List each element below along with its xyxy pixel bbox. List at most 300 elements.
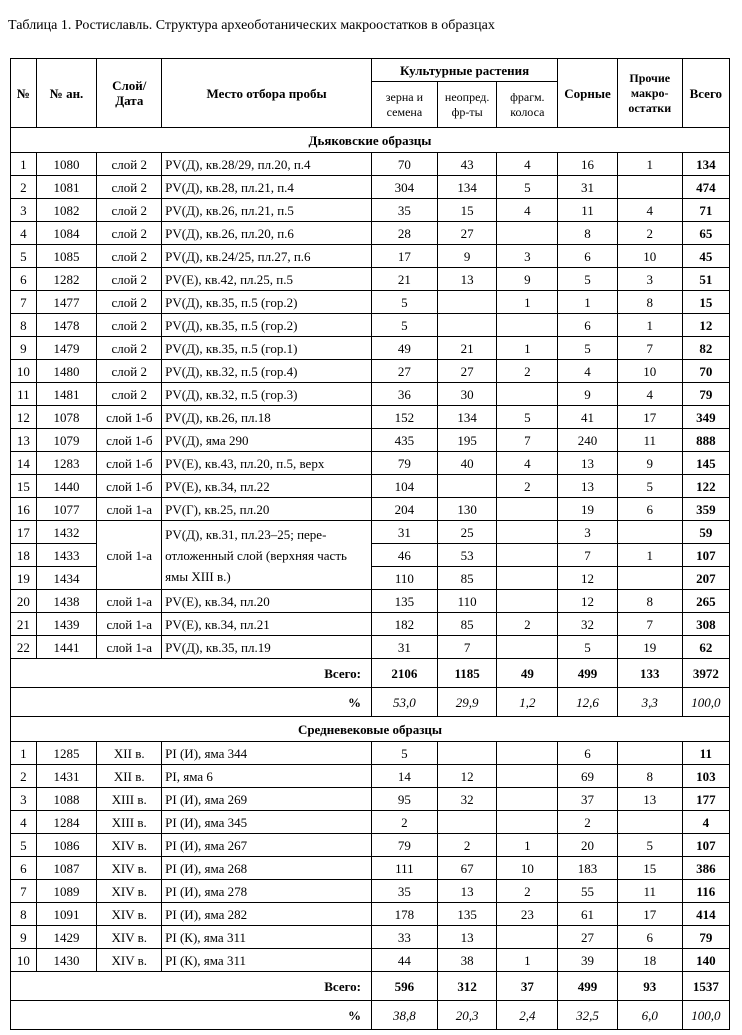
row-grains: 27 (372, 360, 438, 383)
row-weeds: 41 (558, 406, 618, 429)
row-place: PV(Д), кв.26, пл.20, п.6 (162, 222, 372, 245)
row-place: PV(Д), кв.35, п.5 (гор.2) (162, 314, 372, 337)
row-frag (497, 788, 558, 811)
row-other: 11 (617, 880, 682, 903)
row-weeds: 69 (558, 765, 618, 788)
table-row (11, 406, 730, 429)
row-an: 1439 (36, 613, 97, 636)
row-an: 1283 (36, 452, 97, 475)
table-row (11, 590, 730, 613)
row-other (617, 176, 682, 199)
row-total: 82 (682, 337, 729, 360)
row-place: PV(Г), кв.25, пл.20 (162, 498, 372, 521)
row-other (617, 811, 682, 834)
row-layer: слой 2 (97, 199, 162, 222)
summary-total-medieval-other: 93 (617, 972, 682, 1001)
table-row (11, 153, 730, 176)
table-row (11, 926, 730, 949)
row-grains: 36 (372, 383, 438, 406)
row-layer: слой 1-а (97, 498, 162, 521)
row-num: 9 (11, 337, 37, 360)
summary-percent-medieval-label: % (11, 1001, 372, 1030)
header-weeds: Сорные (558, 59, 618, 128)
row-an: 1430 (36, 949, 97, 972)
row-weeds: 27 (558, 926, 618, 949)
row-an: 1084 (36, 222, 97, 245)
table-row (11, 834, 730, 857)
row-frag: 5 (497, 406, 558, 429)
row-undef: 27 (437, 222, 497, 245)
row-total: 177 (682, 788, 729, 811)
header-undef: неопред. фр-ты (437, 82, 497, 128)
row-an: 1077 (36, 498, 97, 521)
row-grains: 35 (372, 199, 438, 222)
row-grains: 135 (372, 590, 438, 613)
row-other (617, 521, 682, 544)
row-undef: 30 (437, 383, 497, 406)
row-place: PI (И), яма 278 (162, 880, 372, 903)
row-num: 7 (11, 291, 37, 314)
row-total: 359 (682, 498, 729, 521)
summary-total-medieval-total: 1537 (682, 972, 729, 1001)
row-other: 7 (617, 337, 682, 360)
row-other: 1 (617, 544, 682, 567)
row-place: PV(Д), кв.28, пл.21, п.4 (162, 176, 372, 199)
row-undef: 15 (437, 199, 497, 222)
section-dyakovo-title: Дьяковские образцы (11, 128, 730, 153)
row-frag (497, 590, 558, 613)
table-row (11, 498, 730, 521)
row-other (617, 742, 682, 765)
summary-total-medieval-frag: 37 (497, 972, 558, 1001)
row-weeds: 240 (558, 429, 618, 452)
summary-percent-medieval-undef: 20,3 (437, 1001, 497, 1030)
row-total: 145 (682, 452, 729, 475)
row-an: 1088 (36, 788, 97, 811)
row-an: 1085 (36, 245, 97, 268)
row-grains: 35 (372, 880, 438, 903)
row-total: 474 (682, 176, 729, 199)
row-total: 79 (682, 926, 729, 949)
row-frag (497, 742, 558, 765)
table-row (11, 360, 730, 383)
row-an: 1478 (36, 314, 97, 337)
row-total: 51 (682, 268, 729, 291)
row-num: 2 (11, 176, 37, 199)
row-num: 5 (11, 245, 37, 268)
row-undef: 12 (437, 765, 497, 788)
row-undef: 53 (437, 544, 497, 567)
row-an: 1285 (36, 742, 97, 765)
row-grains: 79 (372, 452, 438, 475)
row-grains: 70 (372, 153, 438, 176)
row-total: 62 (682, 636, 729, 659)
header-num: № (11, 59, 37, 128)
row-undef: 85 (437, 613, 497, 636)
row-weeds: 37 (558, 788, 618, 811)
table-row (11, 765, 730, 788)
row-frag (497, 765, 558, 788)
row-frag (497, 544, 558, 567)
summary-percent-medieval-total: 100,0 (682, 1001, 729, 1030)
row-layer: слой 2 (97, 245, 162, 268)
row-num: 1 (11, 742, 37, 765)
row-other: 17 (617, 903, 682, 926)
row-num: 20 (11, 590, 37, 613)
table-caption: Таблица 1. Ростиславль. Структура археоботанических макроостатков в образцах (8, 18, 495, 33)
row-total: 65 (682, 222, 729, 245)
row-frag (497, 811, 558, 834)
row-layer: слой 2 (97, 176, 162, 199)
row-layer: слой 2 (97, 314, 162, 337)
row-num: 19 (11, 567, 37, 590)
row-num: 8 (11, 903, 37, 926)
row-place: PV(Д), кв.31, пл.23–25; пере-отложенный слой (верхняя часть ямы XIII в.) (162, 521, 372, 590)
table-row (11, 636, 730, 659)
row-place: PV(Д), кв.24/25, пл.27, п.6 (162, 245, 372, 268)
row-weeds: 55 (558, 880, 618, 903)
row-an: 1089 (36, 880, 97, 903)
row-weeds: 61 (558, 903, 618, 926)
row-total: 386 (682, 857, 729, 880)
row-grains: 304 (372, 176, 438, 199)
row-layer: XII в. (97, 742, 162, 765)
row-layer: слой 2 (97, 360, 162, 383)
table-row (11, 452, 730, 475)
row-total: 107 (682, 834, 729, 857)
summary-total-dyakovo-label: Всего: (11, 659, 372, 688)
row-grains: 435 (372, 429, 438, 452)
row-place: PV(Д), кв.26, пл.18 (162, 406, 372, 429)
row-frag: 5 (497, 176, 558, 199)
table-row (11, 176, 730, 199)
row-other: 1 (617, 153, 682, 176)
row-an: 1434 (36, 567, 97, 590)
row-layer: слой 2 (97, 268, 162, 291)
row-place: PI (К), яма 311 (162, 949, 372, 972)
row-weeds: 5 (558, 337, 618, 360)
summary-percent-dyakovo-total: 100,0 (682, 688, 729, 717)
row-other: 18 (617, 949, 682, 972)
row-grains: 178 (372, 903, 438, 926)
header-frag: фрагм. колоса (497, 82, 558, 128)
row-num: 7 (11, 880, 37, 903)
row-undef: 85 (437, 567, 497, 590)
row-num: 4 (11, 811, 37, 834)
row-an: 1079 (36, 429, 97, 452)
row-weeds: 13 (558, 475, 618, 498)
summary-percent-medieval-grains: 38,8 (372, 1001, 438, 1030)
row-other: 10 (617, 245, 682, 268)
row-grains: 182 (372, 613, 438, 636)
row-place: PI (К), яма 311 (162, 926, 372, 949)
row-weeds: 5 (558, 268, 618, 291)
row-weeds: 3 (558, 521, 618, 544)
row-num: 14 (11, 452, 37, 475)
row-other: 13 (617, 788, 682, 811)
row-grains: 95 (372, 788, 438, 811)
row-total: 116 (682, 880, 729, 903)
row-layer: XIV в. (97, 834, 162, 857)
row-frag: 2 (497, 613, 558, 636)
summary-percent-medieval (11, 1001, 730, 1030)
table-row (11, 383, 730, 406)
row-grains: 46 (372, 544, 438, 567)
table-row (11, 199, 730, 222)
row-grains: 14 (372, 765, 438, 788)
row-layer: XIV в. (97, 926, 162, 949)
table-row (11, 811, 730, 834)
row-frag: 4 (497, 153, 558, 176)
row-total: 45 (682, 245, 729, 268)
row-weeds: 1 (558, 291, 618, 314)
row-other: 9 (617, 452, 682, 475)
row-frag (497, 636, 558, 659)
row-total: 71 (682, 199, 729, 222)
table-row (11, 521, 730, 544)
row-weeds: 4 (558, 360, 618, 383)
header-layer: Слой/ Дата (97, 59, 162, 128)
row-num: 15 (11, 475, 37, 498)
summary-percent-medieval-frag: 2,4 (497, 1001, 558, 1030)
row-total: 134 (682, 153, 729, 176)
row-place: PI (И), яма 282 (162, 903, 372, 926)
row-num: 9 (11, 926, 37, 949)
row-other: 2 (617, 222, 682, 245)
row-grains: 2 (372, 811, 438, 834)
row-other: 8 (617, 765, 682, 788)
row-undef: 40 (437, 452, 497, 475)
row-other: 17 (617, 406, 682, 429)
summary-percent-dyakovo (11, 688, 730, 717)
row-layer: слой 1-б (97, 429, 162, 452)
row-total: 4 (682, 811, 729, 834)
row-place: PV(Д), яма 290 (162, 429, 372, 452)
row-grains: 17 (372, 245, 438, 268)
row-weeds: 32 (558, 613, 618, 636)
row-undef: 195 (437, 429, 497, 452)
row-other: 10 (617, 360, 682, 383)
row-place: PV(Д), кв.32, п.5 (гор.3) (162, 383, 372, 406)
section-medieval-title: Средневековые образцы (11, 717, 730, 742)
row-undef: 9 (437, 245, 497, 268)
row-total: 308 (682, 613, 729, 636)
row-num: 1 (11, 153, 37, 176)
row-undef: 67 (437, 857, 497, 880)
row-total: 207 (682, 567, 729, 590)
row-other: 11 (617, 429, 682, 452)
row-other: 19 (617, 636, 682, 659)
row-place: PV(Д), кв.35, п.5 (гор.2) (162, 291, 372, 314)
row-an: 1282 (36, 268, 97, 291)
row-grains: 79 (372, 834, 438, 857)
row-place: PI, яма 6 (162, 765, 372, 788)
row-place: PI (И), яма 269 (162, 788, 372, 811)
row-other: 15 (617, 857, 682, 880)
row-weeds: 9 (558, 383, 618, 406)
row-grains: 204 (372, 498, 438, 521)
row-grains: 33 (372, 926, 438, 949)
row-undef: 110 (437, 590, 497, 613)
table-row (11, 880, 730, 903)
row-weeds: 8 (558, 222, 618, 245)
row-layer: слой 2 (97, 291, 162, 314)
row-frag: 23 (497, 903, 558, 926)
row-weeds: 31 (558, 176, 618, 199)
row-layer: слой 1-а (97, 636, 162, 659)
row-num: 3 (11, 788, 37, 811)
row-total: 15 (682, 291, 729, 314)
row-frag: 1 (497, 291, 558, 314)
row-frag: 1 (497, 834, 558, 857)
row-frag (497, 567, 558, 590)
row-frag: 2 (497, 360, 558, 383)
table-row (11, 613, 730, 636)
data-table (10, 58, 730, 1030)
row-other: 5 (617, 834, 682, 857)
row-num: 21 (11, 613, 37, 636)
row-other: 8 (617, 291, 682, 314)
row-layer: XIV в. (97, 903, 162, 926)
row-an: 1091 (36, 903, 97, 926)
row-grains: 110 (372, 567, 438, 590)
row-weeds: 16 (558, 153, 618, 176)
row-total: 70 (682, 360, 729, 383)
row-an: 1433 (36, 544, 97, 567)
row-frag: 4 (497, 452, 558, 475)
row-grains: 31 (372, 636, 438, 659)
row-layer: слой 1-б (97, 452, 162, 475)
row-undef: 7 (437, 636, 497, 659)
row-num: 6 (11, 268, 37, 291)
row-weeds: 12 (558, 567, 618, 590)
row-total: 888 (682, 429, 729, 452)
row-weeds: 6 (558, 742, 618, 765)
row-an: 1429 (36, 926, 97, 949)
table-row (11, 429, 730, 452)
row-an: 1081 (36, 176, 97, 199)
summary-percent-medieval-weeds: 32,5 (558, 1001, 618, 1030)
row-weeds: 13 (558, 452, 618, 475)
row-frag: 2 (497, 880, 558, 903)
row-num: 10 (11, 360, 37, 383)
row-other: 8 (617, 590, 682, 613)
row-total: 265 (682, 590, 729, 613)
row-weeds: 6 (558, 314, 618, 337)
row-num: 2 (11, 765, 37, 788)
row-num: 18 (11, 544, 37, 567)
summary-percent-dyakovo-grains: 53,0 (372, 688, 438, 717)
row-undef: 21 (437, 337, 497, 360)
row-other: 1 (617, 314, 682, 337)
header-grains: зерна и семена (372, 82, 438, 128)
table-row (11, 222, 730, 245)
row-total: 79 (682, 383, 729, 406)
table-row (11, 268, 730, 291)
row-undef: 27 (437, 360, 497, 383)
table-row (11, 857, 730, 880)
row-place: PV(Д), кв.26, пл.21, п.5 (162, 199, 372, 222)
row-undef: 43 (437, 153, 497, 176)
row-frag: 9 (497, 268, 558, 291)
row-an: 1080 (36, 153, 97, 176)
row-grains: 49 (372, 337, 438, 360)
row-undef: 13 (437, 880, 497, 903)
row-layer: слой 1-а (97, 590, 162, 613)
row-layer: слой 1-б (97, 406, 162, 429)
summary-percent-dyakovo-weeds: 12,6 (558, 688, 618, 717)
row-an: 1086 (36, 834, 97, 857)
header-other: Прочие макро-остатки (617, 59, 682, 128)
row-grains: 28 (372, 222, 438, 245)
row-place: PI (И), яма 267 (162, 834, 372, 857)
summary-percent-dyakovo-frag: 1,2 (497, 688, 558, 717)
summary-percent-dyakovo-other: 3,3 (617, 688, 682, 717)
table-row (11, 291, 730, 314)
summary-total-medieval (11, 972, 730, 1001)
row-layer: слой 1-а (97, 613, 162, 636)
section-dyakovo (11, 128, 730, 153)
row-layer: слой 1-б (97, 475, 162, 498)
row-place: PI (И), яма 268 (162, 857, 372, 880)
row-frag: 10 (497, 857, 558, 880)
row-weeds: 7 (558, 544, 618, 567)
row-undef: 32 (437, 788, 497, 811)
row-layer: XIV в. (97, 880, 162, 903)
row-num: 6 (11, 857, 37, 880)
row-weeds: 6 (558, 245, 618, 268)
row-place: PI (И), яма 344 (162, 742, 372, 765)
row-frag: 3 (497, 245, 558, 268)
row-layer: слой 2 (97, 153, 162, 176)
header-cultivated: Культурные растения (372, 59, 558, 82)
row-num: 12 (11, 406, 37, 429)
row-total: 11 (682, 742, 729, 765)
summary-total-dyakovo-weeds: 499 (558, 659, 618, 688)
row-an: 1480 (36, 360, 97, 383)
row-layer: слой 2 (97, 222, 162, 245)
row-layer: XIV в. (97, 949, 162, 972)
row-undef (437, 314, 497, 337)
row-place: PV(Д), кв.32, п.5 (гор.4) (162, 360, 372, 383)
row-grains: 152 (372, 406, 438, 429)
row-other: 5 (617, 475, 682, 498)
row-grains: 44 (372, 949, 438, 972)
row-num: 5 (11, 834, 37, 857)
row-place: PV(Е), кв.43, пл.20, п.5, верх (162, 452, 372, 475)
row-total: 122 (682, 475, 729, 498)
row-frag: 7 (497, 429, 558, 452)
row-layer: XII в. (97, 765, 162, 788)
summary-total-dyakovo-undef: 1185 (437, 659, 497, 688)
row-layer: слой 2 (97, 337, 162, 360)
row-num: 16 (11, 498, 37, 521)
row-total: 140 (682, 949, 729, 972)
row-undef: 130 (437, 498, 497, 521)
row-weeds: 5 (558, 636, 618, 659)
summary-total-dyakovo-frag: 49 (497, 659, 558, 688)
row-frag: 1 (497, 337, 558, 360)
row-undef: 25 (437, 521, 497, 544)
row-total: 107 (682, 544, 729, 567)
row-place: PV(Е), кв.34, пл.20 (162, 590, 372, 613)
table-row (11, 314, 730, 337)
row-num: 11 (11, 383, 37, 406)
row-place: PI (И), яма 345 (162, 811, 372, 834)
summary-total-dyakovo-total: 3972 (682, 659, 729, 688)
row-num: 3 (11, 199, 37, 222)
row-undef (437, 291, 497, 314)
